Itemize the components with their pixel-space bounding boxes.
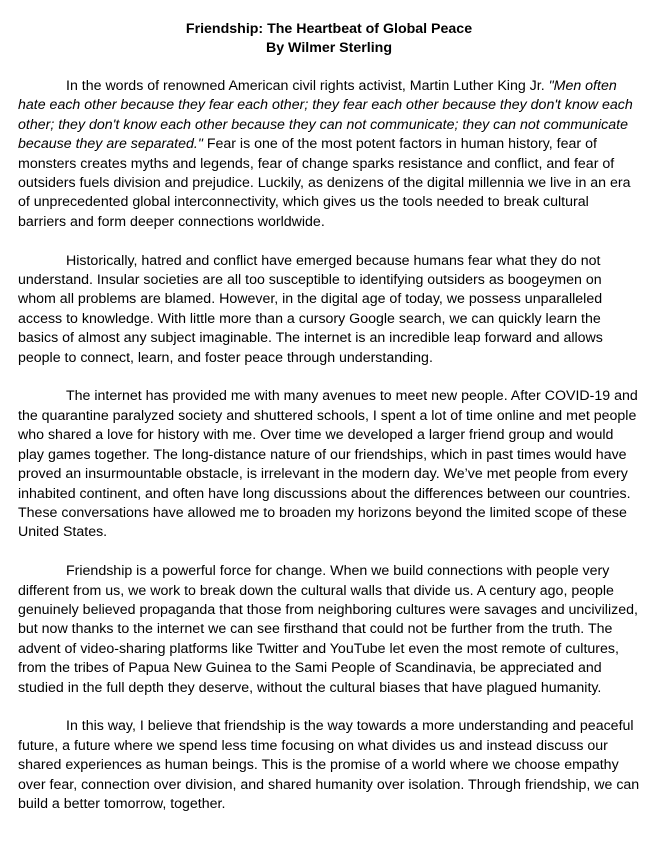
- document-body: [18, 77, 640, 814]
- document-title: Friendship: The Heartbeat of Global Peace: [185, 21, 473, 37]
- mlk-quote: "Men often hate each other because they fear each other; they fear each other because they don't know each other; they don't know each other because they can not communicate; they can not communicate because they are separated.": [18, 78, 633, 153]
- paragraph-1: [18, 77, 640, 232]
- paragraph-4: Friendship is a powerful force for change. When we build connections with people very different from us, we work to break down the cultural walls that divide us. A century ago, people genuinely believed propaganda that those from neighboring cultures were savages and uncivilized, but now thanks to the internet we can see firsthand that could not be further from the truth. The advent of video-sharing platforms like Twitter and YouTube let even the most remote of cultures, from the tribes of Papua New Guinea to the Sami People of Scandinavia, be appreciated and studied in the full depth they deserve, without the cultural biases that have plagued humanity.: [18, 563, 638, 696]
- paragraph-1-lead: In the words of renowned American civil rights activist, Martin Luther King Jr.: [66, 78, 549, 94]
- paragraph-2: Historically, hatred and conflict have emerged because humans fear what they do not understand. Insular societies are all too susceptible to identifying outsiders as boogeymen on whom all problems are blamed. However, in the digital age of today, we possess unparalleled access to knowledge. With little more than a cursory Google search, we can quickly learn the basics of almost any subject imaginable. The internet is an incredible leap forward and allows people to connect, learn, and foster peace through understanding.: [18, 252, 603, 366]
- paragraph-1-rest: Fear is one of the most potent factors in human history, fear of monsters creates myths and legends, fear of change sparks resistance and conflict, and fear of outsiders fuels division and prejudice. Luckily, as denizens of the digital millennia we live in an era of unprecedented global interconnectivity, which gives us the tools needed to break cultural barriers and form deeper connections worldwide.: [18, 136, 631, 230]
- paragraph-5: In this way, I believe that friendship is the way towards a more understanding and peaceful future, a future where we spend less time focusing on what divides us and instead discuss our shared experiences as human beings. This is the promise of a world where we choose empathy over fear, connection over division, and shared humanity over isolation. Through friendship, we can build a better tomorrow, together.: [18, 718, 640, 812]
- paragraph-3: The internet has provided me with many avenues to meet new people. After COVID-19 and the quarantine paralyzed society and shuttered schools, I spent a lot of time online and met people who shared a love for history with me. Over time we developed a larger friend group and would play games together. The long-distance nature of our friendships, which in past times would have proved an insurmountable obstacle, is irrelevant in the modern day. We’ve met people from every inhabited continent, and often have long discussions about the differences between our countries. These conversations have allowed me to broaden my horizons beyond the limited scope of these United States.: [18, 388, 638, 541]
- document-byline: By Wilmer Sterling: [265, 40, 392, 56]
